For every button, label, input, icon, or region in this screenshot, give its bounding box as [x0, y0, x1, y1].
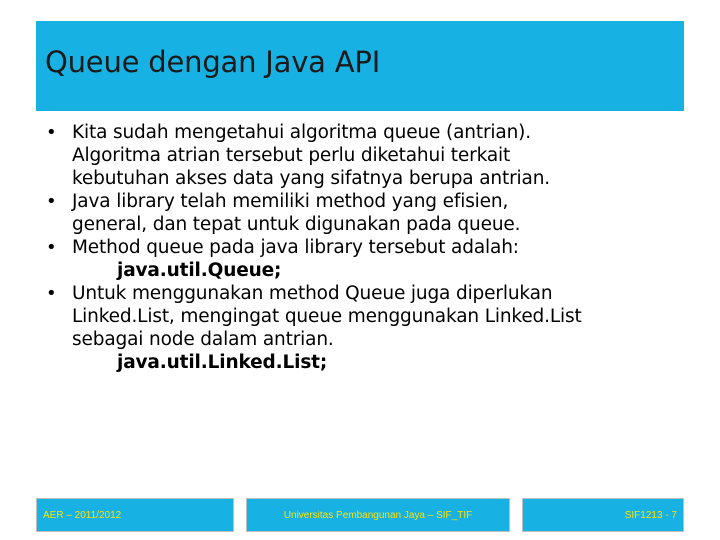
bullet-marker: •: [46, 237, 57, 258]
footer-right: SIF1213 - 7: [522, 498, 684, 532]
bullet-3-code: java.util.Queue;: [117, 260, 282, 281]
bullet-marker: •: [46, 283, 57, 304]
bullet-3-line-1: Method queue pada java library tersebut adalah:: [72, 237, 519, 258]
footer-left: AER – 2011/2012: [36, 498, 234, 532]
bullet-marker: •: [46, 191, 57, 212]
bullet-1-line-1: Kita sudah mengetahui algoritma queue (antrian).: [72, 122, 531, 143]
bullet-4-line-2: Linked.List, mengingat queue menggunakan Linked.List: [72, 306, 582, 327]
bullet-1-line-2: Algoritma atrian tersebut perlu diketahui terkait: [72, 145, 511, 166]
footer-center: Universitas Pembangunan Jaya – SIF_TIF: [246, 498, 510, 532]
bullet-1-line-3: kebutuhan akses data yang sifatnya berupa antrian.: [72, 168, 551, 189]
slide-title: Queue dengan Java API: [45, 45, 381, 79]
bullet-2-line-2: general, dan tepat untuk digunakan pada queue.: [72, 214, 521, 235]
bullet-4-line-3: sebagai node dalam antrian.: [72, 329, 334, 350]
bullet-marker: •: [46, 122, 57, 143]
bullet-2-line-1: Java library telah memiliki method yang efisien,: [72, 191, 509, 212]
bullet-4-line-1: Untuk menggunakan method Queue juga diperlukan: [72, 283, 553, 304]
bullet-4-code: java.util.Linked.List;: [117, 352, 328, 373]
